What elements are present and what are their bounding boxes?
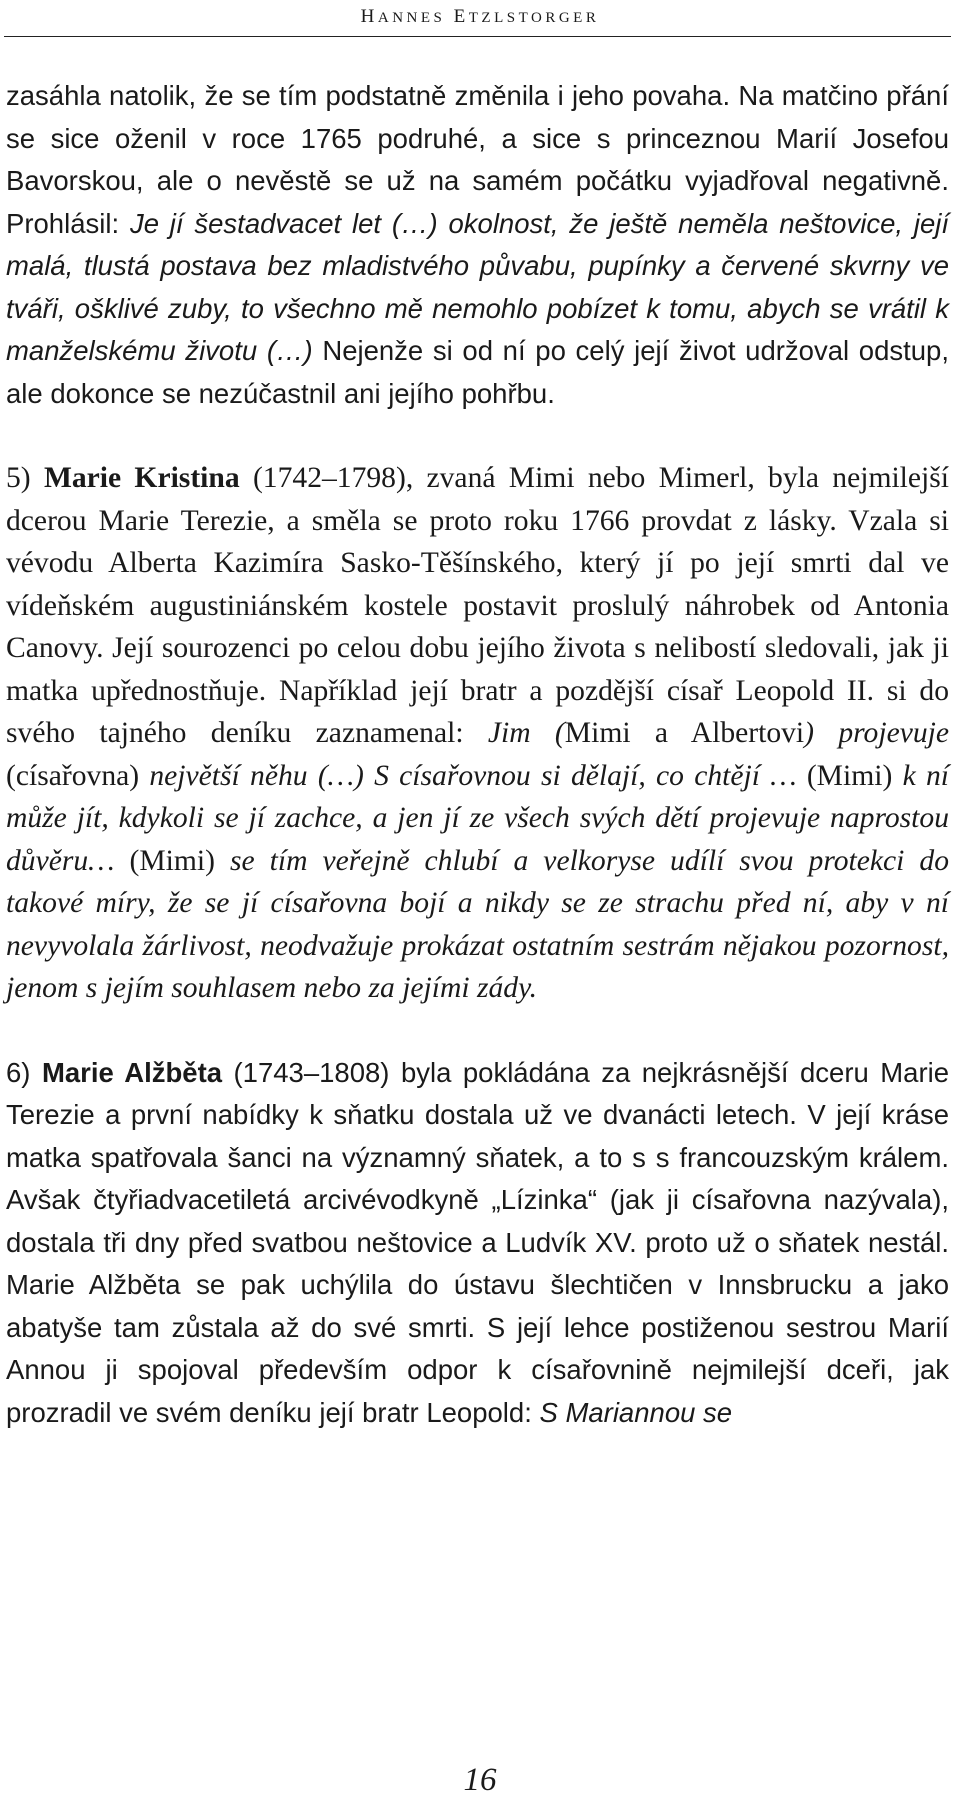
p1-text-1: zasáhla natolik, že se tím podstatně změnila i jeho povaha. Na matčino přání se sice oženil v roce 1765 podruhé, a sice s princeznou Marií Josefou Bavorskou, ale o nevěstě se už na samém počátku vyjadřoval negativně. Prohlásil:	[6, 80, 949, 239]
p2-text-3: (císařovna)	[6, 759, 150, 792]
p2-quote-2: ) projevuje	[804, 717, 949, 749]
p1-text-2: Nejenže si od ní po celý její život udržoval odstup, ale dokonce se nezúčastnil ani jejího pohřbu.	[6, 335, 949, 409]
page-body	[6, 75, 949, 1434]
header-initial-e: E	[453, 6, 469, 27]
paragraph-1	[6, 75, 949, 415]
p2-quote-3: největší něhu (…) S císařovnou si dělají, co chtějí …	[149, 759, 797, 792]
p2-quote-4: k ní může jít, kdykoli se jí zachce, a jen jí ze všech svých dětí projevuje naprostou důvěru…	[6, 759, 949, 877]
header-small-caps-2: TZLSTORGER	[468, 10, 600, 26]
paragraph-2	[6, 457, 949, 1010]
p2-quote-5: se tím veřejně chlubí a velkoryse udílí svou protekci do takové míry, že se jí císařovna bojí a nikdy se ze strachu před ní, aby v ní nevyvolala žárlivost, neodvažuje prokázat ostatním sestrám nějakou pozornost, jenom s jejím souhlasem nebo za jejími zády.	[6, 844, 949, 1004]
header-initial-h: H	[360, 6, 378, 27]
running-header	[0, 4, 960, 36]
p2-number: 5)	[6, 462, 44, 494]
header-small-caps-1: ANNES	[377, 10, 446, 26]
paragraph-3	[6, 1052, 949, 1435]
p1-quote-1: Je jí šestadvacet let (…) okolnost, že ještě neměla neštovice, její malá, tlustá postava bez mladistvého půvabu, pupínky a červené skvrny ve tváři, ošklivé zuby, to všechno mě nemohlo pobízet k tomu, abych se vrátil k manželskému životu (…)	[6, 207, 949, 366]
p2-text-2: Mimi a Albertovi	[564, 717, 805, 749]
p3-text-1: (1743–1808) byla pokládána za nejkrásnější dceru Marie Terezie a první nabídky k sňatku dostala už ve dvanácti letech. V její kráse matka spatřovala šanci na významný sňatek, a to s s francouzským králem. Avšak čtyřiadvacetiletá arcivévodkyně „Lízinka“ (jak ji císařovna nazývala), dostala tři dny před svatbou neštovice a Ludvík XV. proto už o sňatek nestál. Marie Alžběta se pak uchýlila do ústavu šlechtičen v Innsbrucku a jako abatyše tam zůstala až do své smrti. S její lehce postiženou sestrou Marií Annou ji spojoval především odpor k císařovnině nejmilejší dceři, jak prozradil ve svém deníku její bratr Leopold:	[6, 1056, 950, 1428]
p2-name: Marie Kristina	[43, 462, 240, 494]
p3-number: 6)	[6, 1056, 42, 1088]
p3-quote-1: S Mariannou se	[539, 1396, 733, 1428]
p2-quote-1: Jim (	[487, 717, 565, 749]
p2-text-4: (Mimi)	[796, 759, 903, 792]
p2-text-5: (Mimi)	[114, 844, 230, 877]
page-number: 16	[463, 1762, 497, 1798]
p3-name: Marie Alžběta	[41, 1056, 223, 1088]
header-rule	[4, 36, 951, 37]
p2-text-1: (1742–1798), zvaná Mimi nebo Mimerl, byla nejmilejší dcerou Marie Terezie, a směla se proto roku 1766 provdat z lásky. Vzala si vévodu Alberta Kazimíra Sasko-Těšínského, který jí po její smrti dal ve vídeňském augustiniánském kostele postavit proslulý náhrobek od Antonia Canovy. Její sourozenci po celou dobu jejího života s nelibostí sledovali, jak ji matka upřednostňuje. Například její bratr a pozdější císař Leopold II. si do svého tajného deníku zaznamenal:	[6, 462, 949, 749]
